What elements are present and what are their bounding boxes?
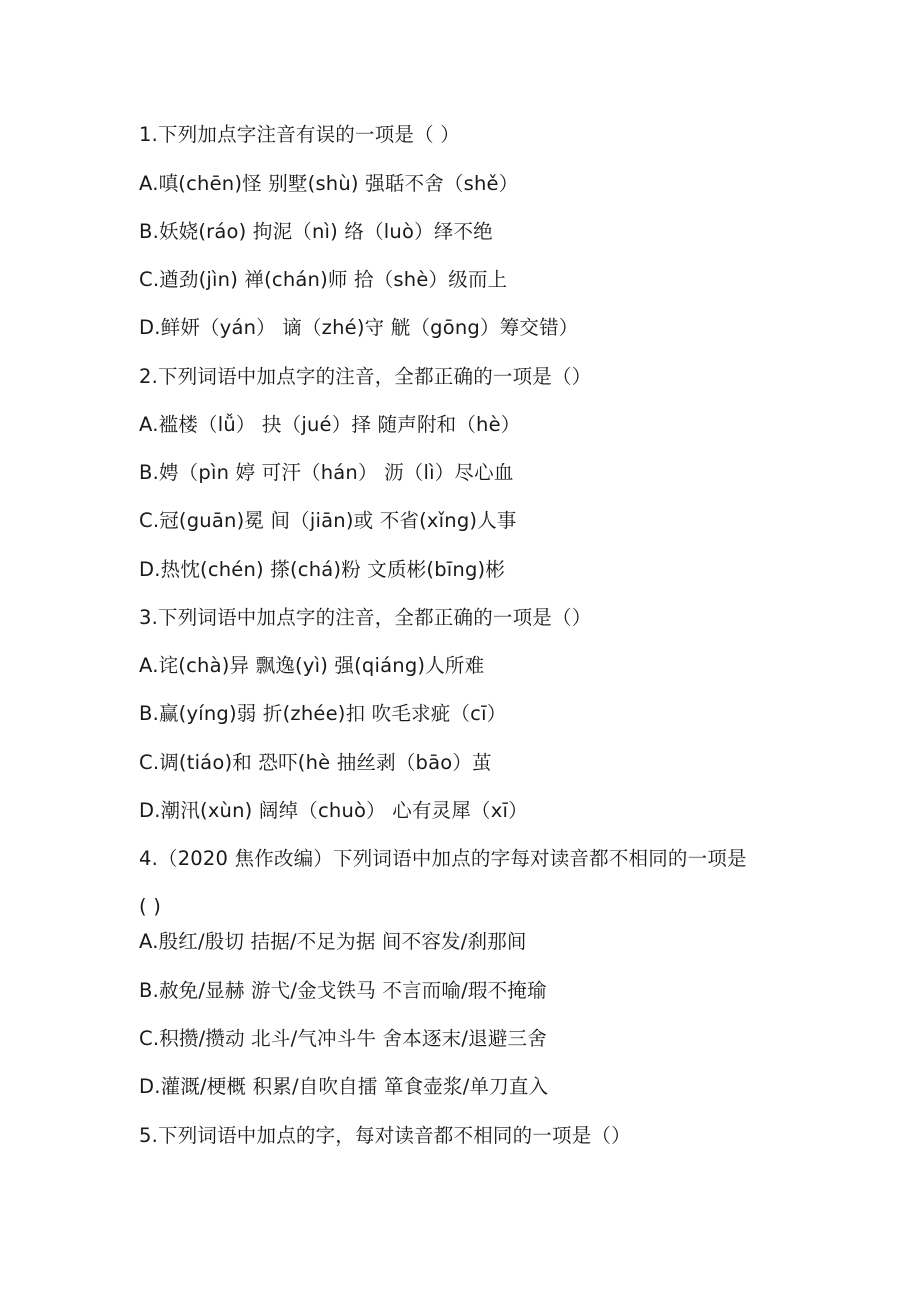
question-2-option-a: A.褴楼（lǚ） 抉（jué）择 随声附和（hè） (139, 413, 521, 436)
question-1-option-b: B.妖娆(ráo) 拘泥（nì) 络（luò）绎不绝 (139, 220, 493, 243)
question-3-stem: 3.下列词语中加点字的注音，全都正确的一项是（） (139, 606, 592, 629)
question-3-option-d: D.潮汛(xùn) 阔绰（chuò） 心有灵犀（xī） (139, 799, 528, 822)
question-1-option-c: C.遒劲(jìn) 禅(chán)师 拾（shè）级而上 (139, 268, 508, 291)
question-3-option-c: C.调(tiáo)和 恐吓(hè 抽丝剥（bāo）茧 (139, 751, 492, 774)
question-1-option-a: A.嗔(chēn)怪 别墅(shù) 强聒不舍（shě） (139, 172, 519, 195)
question-4-option-c: C.积攒/攒动 北斗/气冲斗牛 舍本逐末/退避三舍 (139, 1027, 547, 1050)
question-2-stem: 2.下列词语中加点字的注音，全都正确的一项是（） (139, 365, 592, 388)
question-5-stem: 5.下列词语中加点的字，每对读音都不相同的一项是（） (139, 1124, 631, 1147)
question-2-option-d: D.热忱(chén) 搽(chá)粉 文质彬(bīng)彬 (139, 558, 506, 581)
question-2-option-c: C.冠(guān)冕 间（jiān)或 不省(xǐng)人事 (139, 509, 517, 532)
question-4-option-d: D.灌溉/梗概 积累/自吹自擂 箪食壶浆/单刀直入 (139, 1075, 549, 1098)
question-3-option-a: A.诧(chà)异 飘逸(yì) 强(qiáng)人所难 (139, 654, 485, 677)
question-3-option-b: B.赢(yíng)弱 折(zhée)扣 吹毛求疵（cī） (139, 702, 507, 725)
question-4-blank: ( ) (139, 895, 162, 918)
question-4-option-a: A.殷红/殷切 拮据/不足为据 间不容发/刹那间 (139, 930, 527, 953)
question-4-option-b: B.赦免/显赫 游弋/金戈铁马 不言而喻/瑕不掩瑜 (139, 979, 547, 1002)
question-1-option-d: D.鲜妍（yán） 谪（zhé)守 觥（gōng）筹交错） (139, 316, 579, 339)
question-4-stem: 4.（2020 焦作改编）下列词语中加点的字每对读音都不相同的一项是 (139, 847, 747, 870)
question-1-stem: 1.下列加点字注音有误的一项是（ ） (139, 123, 460, 146)
question-2-option-b: B.娉（pìn 婷 可汗（hán） 沥（lì）尽心血 (139, 461, 514, 484)
